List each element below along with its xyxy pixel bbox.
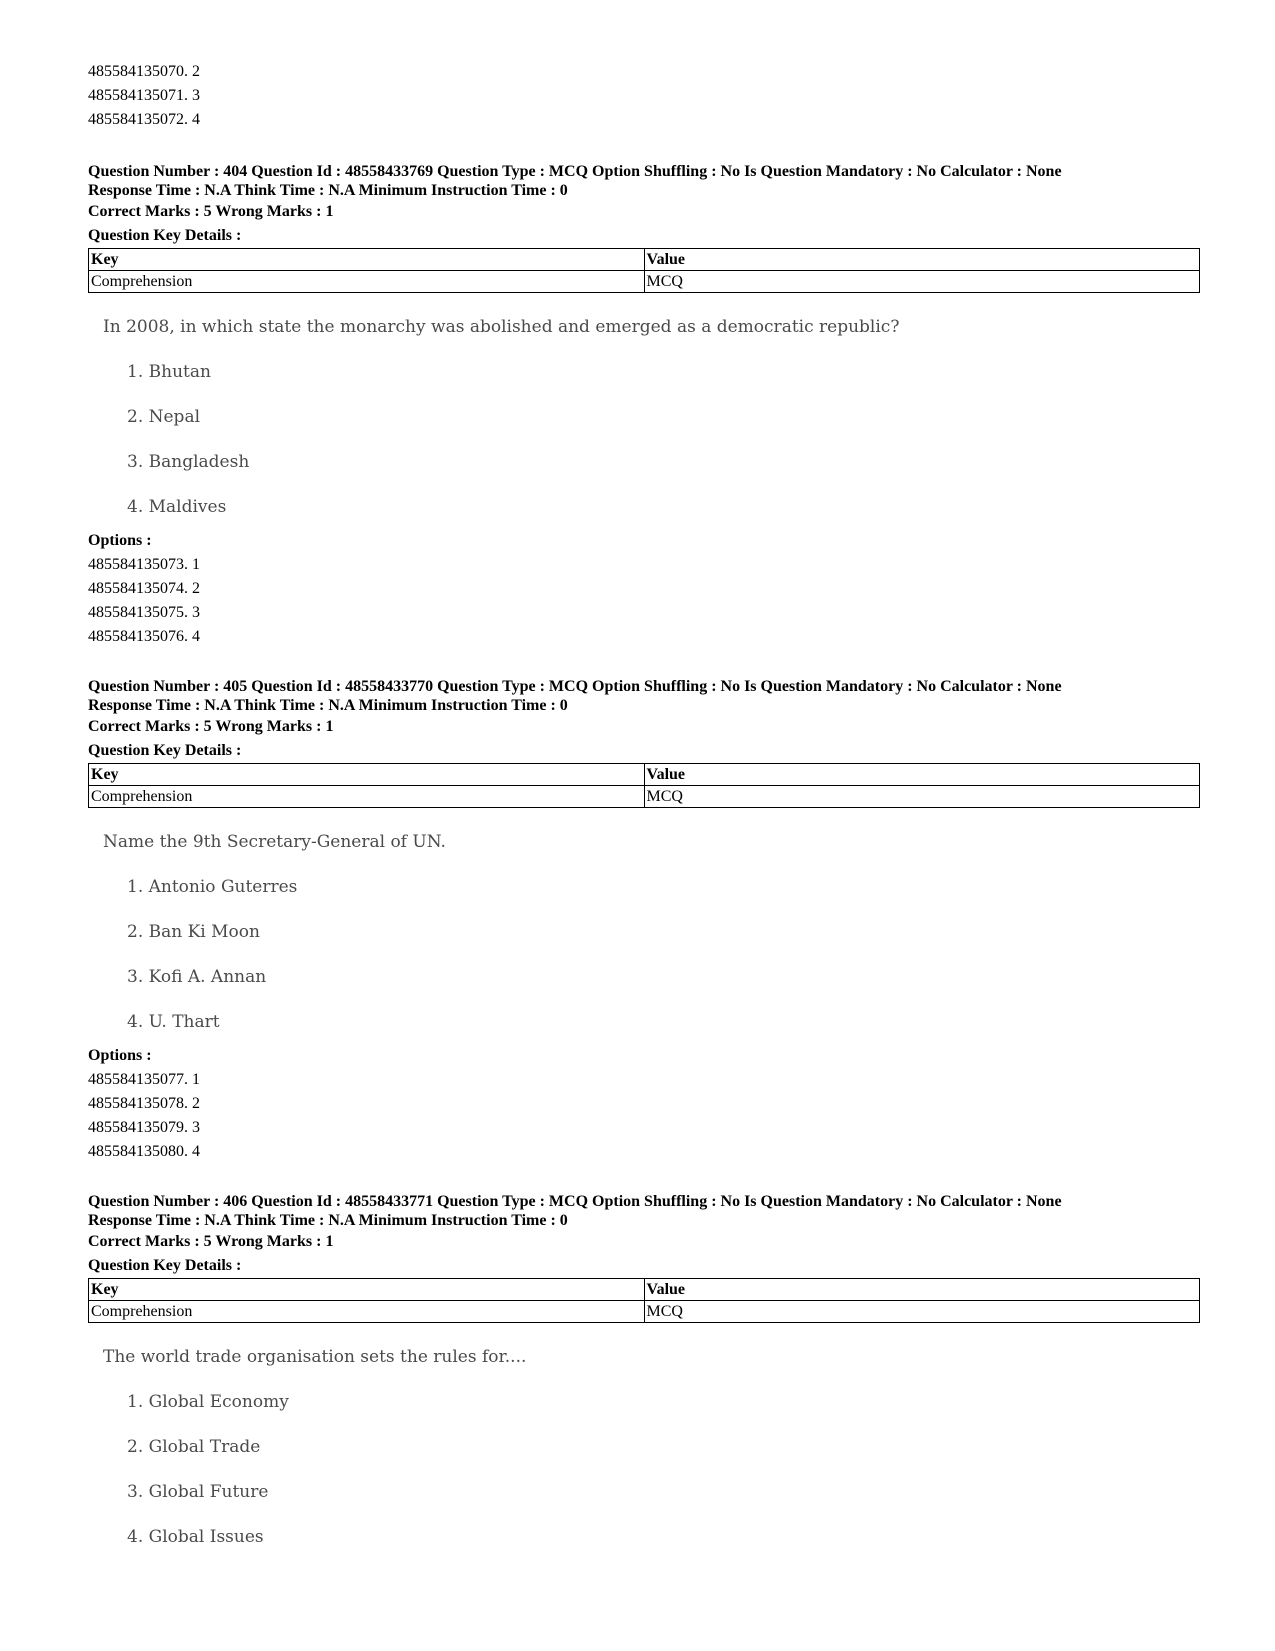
option-id-line: 485584135079. 3 bbox=[88, 1119, 200, 1136]
question-timing-line: Response Time : N.A Think Time : N.A Minimum Instruction Time : 0 bbox=[88, 697, 568, 714]
marks-line: Correct Marks : 5 Wrong Marks : 1 bbox=[88, 1233, 334, 1250]
answer-choice: 4. Maldives bbox=[127, 497, 227, 517]
value-header: Value bbox=[644, 1279, 1200, 1301]
question-key-details-label: Question Key Details : bbox=[88, 227, 242, 244]
option-id-line: 485584135077. 1 bbox=[88, 1071, 200, 1088]
option-id-line: 485584135075. 3 bbox=[88, 604, 200, 621]
answer-choice: 3. Bangladesh bbox=[127, 452, 250, 472]
key-cell: Comprehension bbox=[89, 271, 645, 293]
question-meta-line: Question Number : 405 Question Id : 48558433770 Question Type : MCQ Option Shuffling : No Is Question Mandatory : No Calculator : None bbox=[88, 678, 1062, 695]
option-id-line: 485584135074. 2 bbox=[88, 580, 200, 597]
question-key-details-label: Question Key Details : bbox=[88, 1257, 242, 1274]
options-label: Options : bbox=[88, 1047, 152, 1064]
question-text: The world trade organisation sets the rules for.... bbox=[103, 1347, 527, 1367]
key-cell: Comprehension bbox=[89, 1301, 645, 1323]
question-text: Name the 9th Secretary-General of UN. bbox=[103, 832, 446, 852]
previous-options-list bbox=[88, 60, 1200, 132]
value-cell: MCQ bbox=[644, 1301, 1200, 1323]
question-image bbox=[88, 311, 1200, 523]
question-key-details-label: Question Key Details : bbox=[88, 742, 242, 759]
marks-line: Correct Marks : 5 Wrong Marks : 1 bbox=[88, 203, 334, 220]
answer-choice: 2. Ban Ki Moon bbox=[127, 922, 260, 942]
document-page bbox=[88, 60, 1200, 1581]
key-table-header-row bbox=[89, 1279, 1200, 1301]
question-image bbox=[88, 826, 1200, 1038]
question-block-405 bbox=[88, 677, 1200, 1164]
option-id-line: 485584135078. 2 bbox=[88, 1095, 200, 1112]
option-id-line: 485584135076. 4 bbox=[88, 628, 200, 645]
key-header: Key bbox=[89, 1279, 645, 1301]
key-table-row bbox=[89, 271, 1200, 293]
question-key-table bbox=[88, 248, 1200, 293]
options-label: Options : bbox=[88, 532, 152, 549]
answer-choice: 1. Global Economy bbox=[127, 1392, 289, 1412]
value-cell: MCQ bbox=[644, 271, 1200, 293]
marks-line: Correct Marks : 5 Wrong Marks : 1 bbox=[88, 718, 334, 735]
key-table-header-row bbox=[89, 249, 1200, 271]
question-meta-line: Question Number : 406 Question Id : 48558433771 Question Type : MCQ Option Shuffling : No Is Question Mandatory : No Calculator : None bbox=[88, 1193, 1062, 1210]
key-header: Key bbox=[89, 764, 645, 786]
question-timing-line: Response Time : N.A Think Time : N.A Minimum Instruction Time : 0 bbox=[88, 182, 568, 199]
question-key-table bbox=[88, 1278, 1200, 1323]
value-header: Value bbox=[644, 249, 1200, 271]
answer-choice: 4. U. Thart bbox=[127, 1012, 220, 1032]
question-meta bbox=[88, 162, 1200, 200]
question-meta bbox=[88, 1192, 1200, 1230]
answer-choice: 4. Global Issues bbox=[127, 1527, 264, 1547]
question-text: In 2008, in which state the monarchy was abolished and emerged as a democratic republic? bbox=[103, 317, 900, 337]
key-table-row bbox=[89, 786, 1200, 808]
answer-choice: 2. Global Trade bbox=[127, 1437, 261, 1457]
key-table-row bbox=[89, 1301, 1200, 1323]
key-header: Key bbox=[89, 249, 645, 271]
value-header: Value bbox=[644, 764, 1200, 786]
option-id-line: 485584135070. 2 bbox=[88, 63, 200, 80]
option-id-line: 485584135073. 1 bbox=[88, 556, 200, 573]
answer-choice: 3. Global Future bbox=[127, 1482, 269, 1502]
key-cell: Comprehension bbox=[89, 786, 645, 808]
answer-choice: 1. Antonio Guterres bbox=[127, 877, 298, 897]
question-block-404 bbox=[88, 162, 1200, 649]
question-meta bbox=[88, 677, 1200, 715]
option-id-line: 485584135072. 4 bbox=[88, 111, 200, 128]
answer-choice: 1. Bhutan bbox=[127, 362, 211, 382]
key-table-header-row bbox=[89, 764, 1200, 786]
question-key-table bbox=[88, 763, 1200, 808]
answer-choice: 3. Kofi A. Annan bbox=[127, 967, 267, 987]
question-timing-line: Response Time : N.A Think Time : N.A Minimum Instruction Time : 0 bbox=[88, 1212, 568, 1229]
question-meta-line: Question Number : 404 Question Id : 48558433769 Question Type : MCQ Option Shuffling : No Is Question Mandatory : No Calculator : None bbox=[88, 163, 1062, 180]
question-block-406 bbox=[88, 1192, 1200, 1553]
answer-choice: 2. Nepal bbox=[127, 407, 201, 427]
question-image bbox=[88, 1341, 1200, 1553]
option-id-line: 485584135071. 3 bbox=[88, 87, 200, 104]
value-cell: MCQ bbox=[644, 786, 1200, 808]
option-id-line: 485584135080. 4 bbox=[88, 1143, 200, 1160]
